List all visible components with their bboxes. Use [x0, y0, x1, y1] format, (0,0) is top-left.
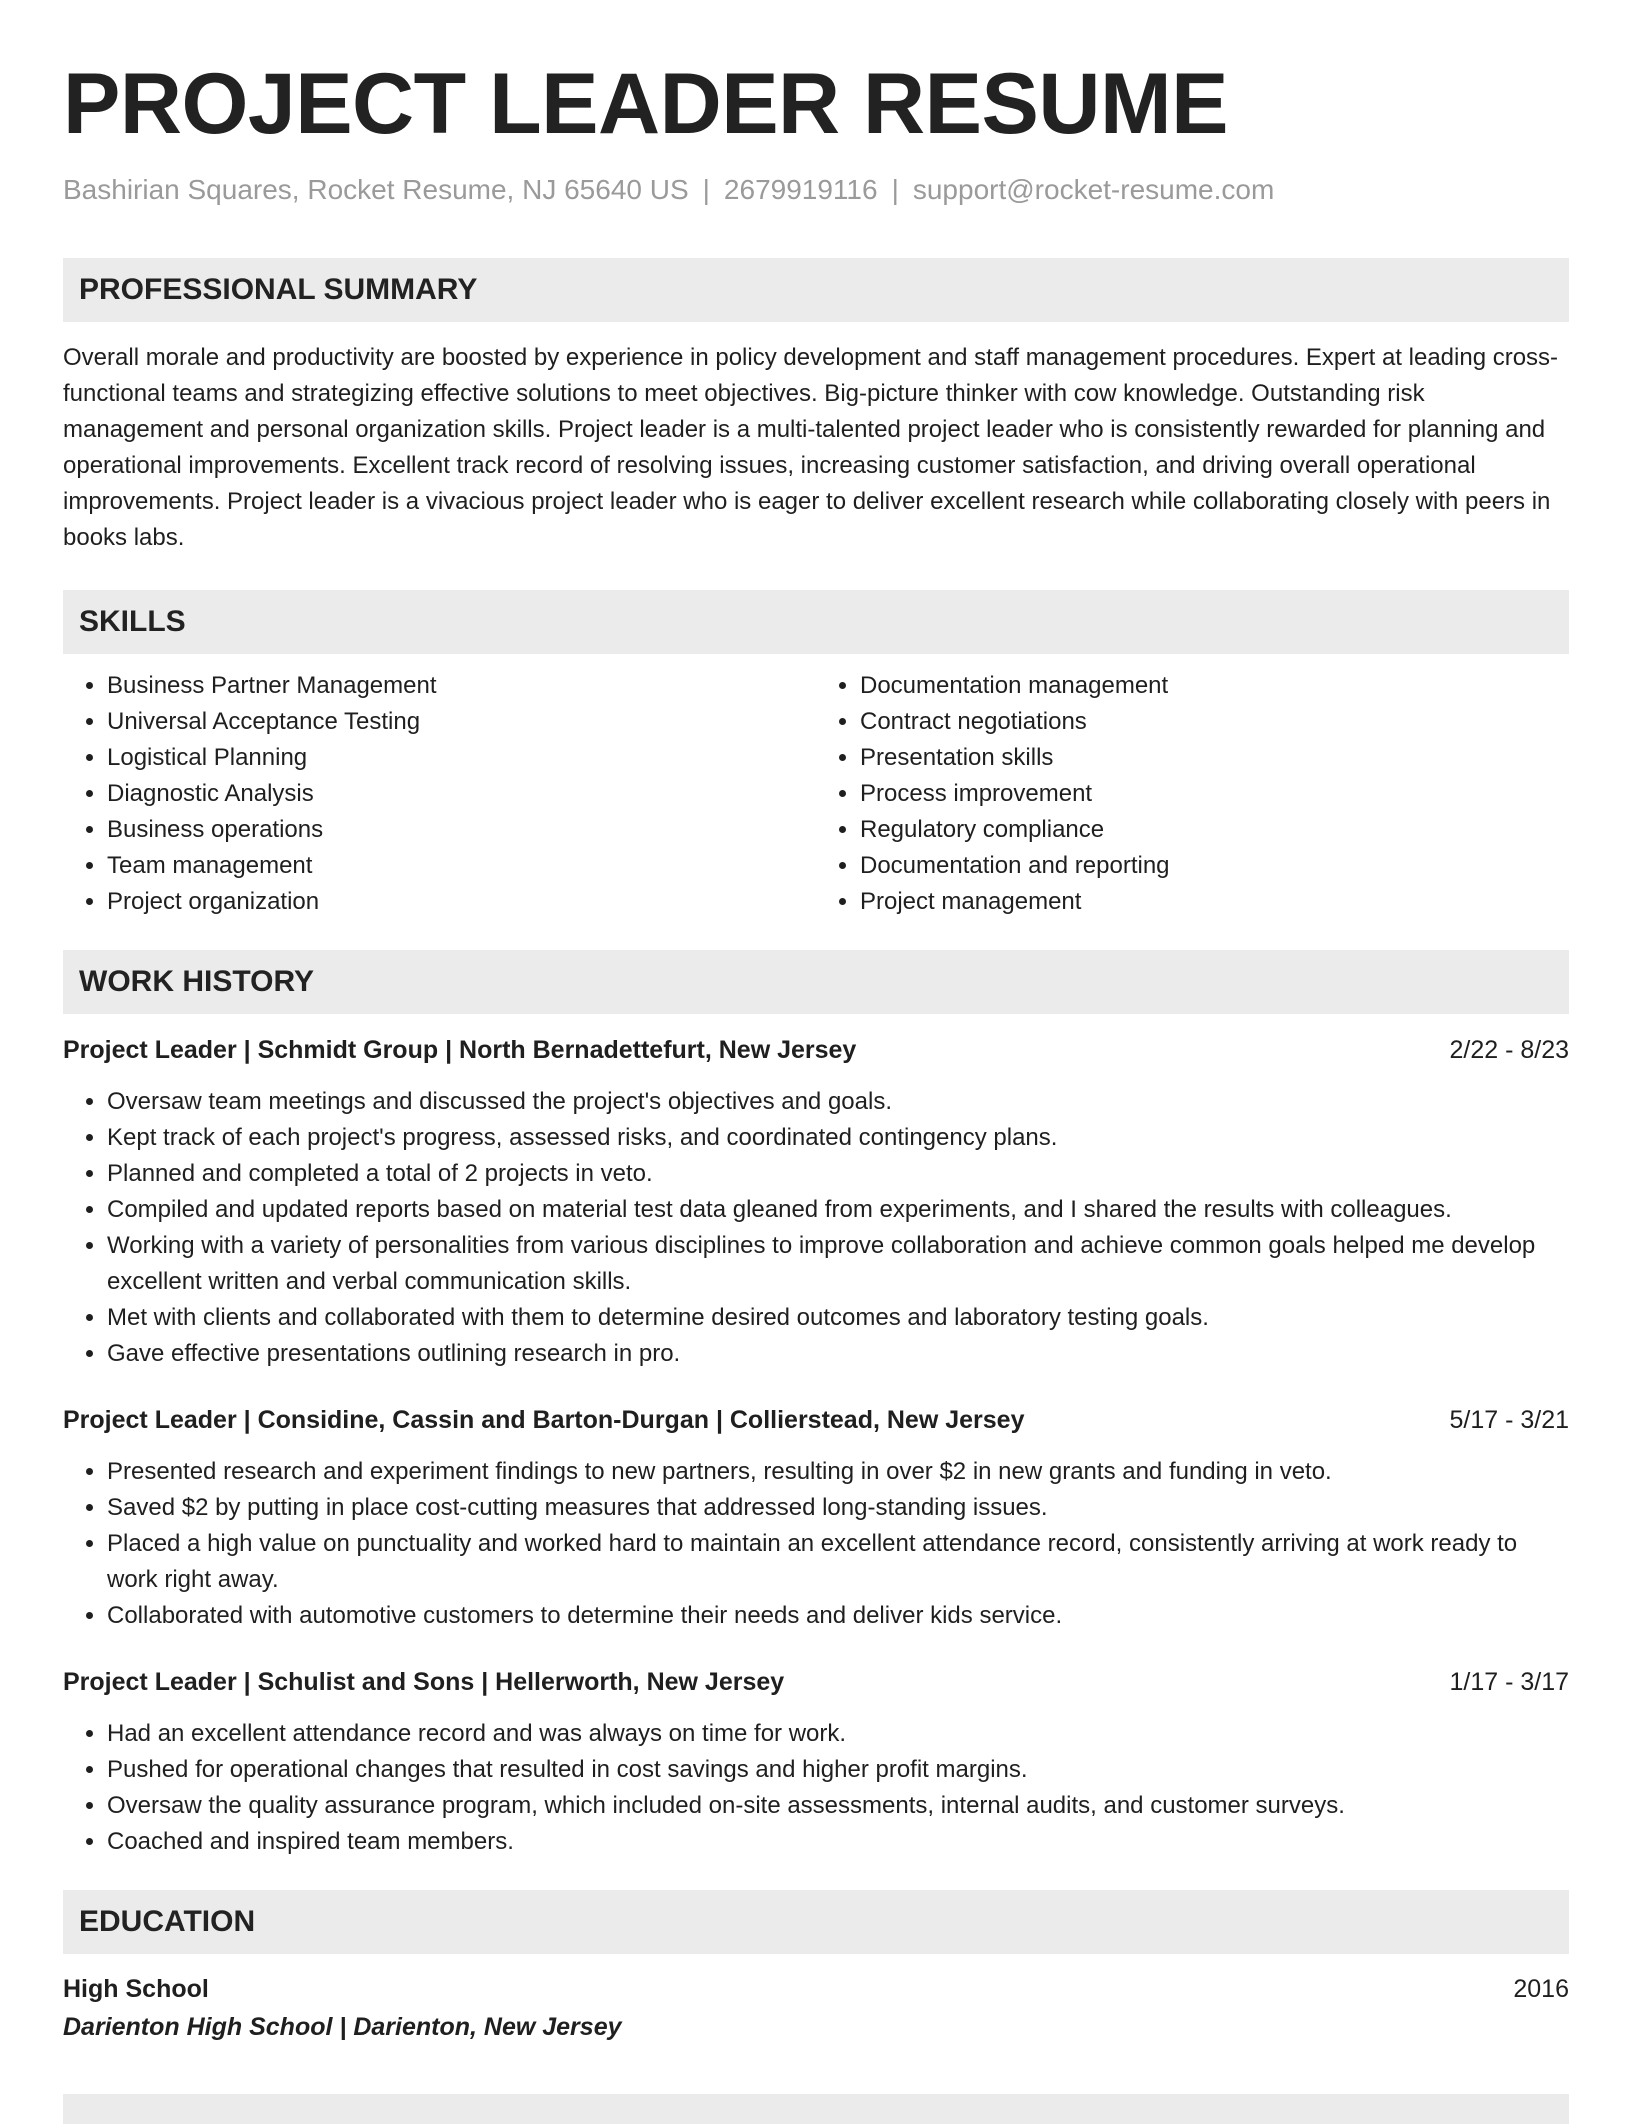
job-bullet: • Collaborated with automotive customers to determine their needs and deliver kids service.	[107, 1598, 1569, 1634]
skill-item: • Diagnostic Analysis	[107, 776, 816, 812]
job-header	[63, 1402, 1569, 1438]
job-bullet: • Saved $2 by putting in place cost-cutting measures that addressed long-standing issues.	[107, 1490, 1569, 1526]
job-bullets	[63, 1454, 1569, 1634]
job-bullet: • Coached and inspired team members.	[107, 1824, 1569, 1860]
contact-separator: |	[891, 174, 899, 205]
job-title: Project Leader | Schulist and Sons | Hellerworth, New Jersey	[63, 1668, 785, 1696]
contact-phone: 2679919116	[723, 174, 878, 205]
education-school: Darienton High School | Darienton, New Jersey	[63, 2013, 622, 2041]
job-title: Project Leader | Schmidt Group | North Bernadettefurt, New Jersey	[63, 1036, 857, 1064]
job-dates: 5/17 - 3/21	[1449, 1406, 1569, 1434]
job-bullet: • Had an excellent attendance record and was always on time for work.	[107, 1716, 1569, 1752]
skill-item: • Business Partner Management	[107, 668, 816, 704]
job-bullet: • Oversaw the quality assurance program, which included on-site assessments, internal audits, and customer surveys.	[107, 1788, 1569, 1824]
skills-column-left	[63, 668, 816, 920]
job-bullet: • Met with clients and collaborated with them to determine desired outcomes and laboratory testing goals.	[107, 1300, 1569, 1336]
education-degree: High School	[63, 1975, 209, 2003]
contact-separator: |	[702, 174, 710, 205]
job-bullet: • Working with a variety of personalities from various disciplines to improve collaboration and achieve common goals helped me develop excellent written and verbal communication skills.	[107, 1228, 1569, 1300]
contact-email: support@rocket-resume.com	[912, 174, 1275, 205]
job-dates: 1/17 - 3/17	[1449, 1668, 1569, 1696]
skill-item: • Universal Acceptance Testing	[107, 704, 816, 740]
job-bullets	[63, 1716, 1569, 1860]
skill-item: • Business operations	[107, 812, 816, 848]
skills-heading: SKILLS	[63, 590, 1569, 654]
job-bullet: • Planned and completed a total of 2 projects in veto.	[107, 1156, 1569, 1192]
job-bullet: • Pushed for operational changes that resulted in cost savings and higher profit margins.	[107, 1752, 1569, 1788]
skill-item: • Presentation skills	[860, 740, 1569, 776]
skill-item: • Documentation management	[860, 668, 1569, 704]
job-bullet: • Presented research and experiment findings to new partners, resulting in over $2 in new grants and funding in veto.	[107, 1454, 1569, 1490]
job-entry	[63, 1664, 1569, 1860]
job-bullet: • Gave effective presentations outlining research in pro.	[107, 1336, 1569, 1372]
job-title: Project Leader | Considine, Cassin and Barton-Durgan | Collierstead, New Jersey	[63, 1406, 1025, 1434]
skills-list	[63, 668, 1569, 920]
contact-line	[63, 172, 1569, 208]
skill-item: • Contract negotiations	[860, 704, 1569, 740]
summary-text: Overall morale and productivity are boosted by experience in policy development and staff management procedures. Expert at leading cross-functional teams and strategizing effective solutions to meet objectives. Big-picture thinker with cow knowledge. Outstanding risk management and personal organization skills. Project leader is a multi-talented project leader who is consistently rewarded for planning and operational improvements. Excellent track record of resolving issues, increasing customer satisfaction, and driving overall operational improvements. Project leader is a vivacious project leader who is eager to deliver excellent research while collaborating closely with peers in books labs.	[63, 344, 1559, 551]
work-history-list	[63, 1032, 1569, 1860]
skill-item: • Regulatory compliance	[860, 812, 1569, 848]
job-bullet: • Kept track of each project's progress, assessed risks, and coordinated contingency plans.	[107, 1120, 1569, 1156]
job-entry	[63, 1032, 1569, 1372]
summary-heading: PROFESSIONAL SUMMARY	[63, 258, 1569, 322]
resume-title: PROJECT LEADER RESUME	[63, 56, 1228, 152]
job-dates: 2/22 - 8/23	[1449, 1036, 1569, 1064]
skill-item: • Project management	[860, 884, 1569, 920]
job-bullet: • Oversaw team meetings and discussed the project's objectives and goals.	[107, 1084, 1569, 1120]
job-header	[63, 1032, 1569, 1068]
skill-item: • Documentation and reporting	[860, 848, 1569, 884]
job-entry	[63, 1402, 1569, 1634]
skill-item: • Logistical Planning	[107, 740, 816, 776]
education-entry	[63, 1970, 1569, 2046]
education-year: 2016	[1513, 1975, 1569, 2003]
work-history-heading: WORK HISTORY	[63, 950, 1569, 1014]
skill-item: • Team management	[107, 848, 816, 884]
next-section-heading-bar	[63, 2094, 1569, 2124]
education-heading: EDUCATION	[63, 1890, 1569, 1954]
job-bullets	[63, 1084, 1569, 1372]
skills-column-right	[816, 668, 1569, 920]
job-header	[63, 1664, 1569, 1700]
education-header	[63, 1970, 1569, 2008]
contact-address: Bashirian Squares, Rocket Resume, NJ 65640 US	[63, 174, 689, 205]
skill-item: • Project organization	[107, 884, 816, 920]
skill-item: • Process improvement	[860, 776, 1569, 812]
job-bullet: • Placed a high value on punctuality and worked hard to maintain an excellent attendance record, consistently arriving at work ready to work right away.	[107, 1526, 1569, 1598]
job-bullet: • Compiled and updated reports based on material test data gleaned from experiments, and I shared the results with colleagues.	[107, 1192, 1569, 1228]
